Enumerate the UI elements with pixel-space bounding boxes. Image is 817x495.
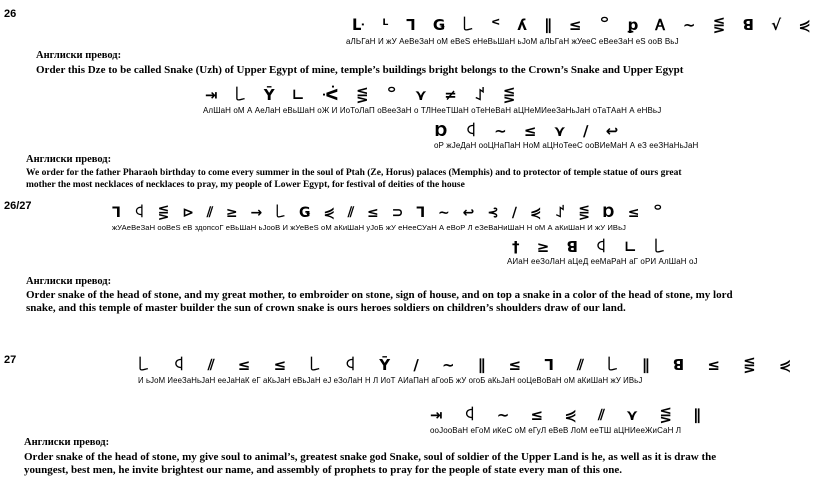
hieroglyph-row: † ≥ ꓭ ꒉ ∟ ꒒: [512, 238, 672, 256]
transliteration-row: аЛЬГаН И жУ АеВеЗаН оМ еВеЅ еНеВьШаН ьJоМ аЛЬГаН жУееС еВееЗаН еЅ ооВ ВьJ: [346, 37, 679, 46]
hieroglyph-row: ᒷ ᒻ Ꞁ Ǥ ꒒ ᑉ ʎ ∥ ≤ ꒪ ꝑ Ꭺ ∼ ⋚ ꓭ √ ⋞: [352, 16, 817, 34]
section-number: 27: [4, 354, 17, 366]
translation-label: Англиски превод:: [36, 50, 122, 61]
translation-text: Order snake of the head of stone, and my great mother, to embroider on stone, sign of house, and on top a snake in a color of the head of stone, my lord snake, and this temple of master builder the sun of crown snake is ours heroes soldiers on children’s shoulders draw of our land.: [26, 289, 733, 314]
hieroglyph-row: ⇥ ꒉ ∼ ≤ ⋞ ⫽ ⋎ ⋚ ∥: [430, 406, 709, 424]
translation-label: Англиски превод:: [26, 154, 112, 165]
transliteration-row: И ьJоМ ИееЗаНьJаН ееJаНаК еГ аКьJаН еВьJаН еJ еЗоЛаН Н Л ИоТ АИаПаН аГооБ жУ огоБ аКьJаН ооЦеВоВаН оМ аКиШаН жУ ИВьJ: [138, 376, 643, 385]
translation-text: Order snake of the head of stone, my give soul to animal’s, greatest snake god Snake, soul of soldier of the Upper Land is he, as well as it is draw the youngest, best men, he invite brightest our name, and assembly of prophets to pray for the people of state every man of this one.: [24, 451, 717, 476]
transliteration-row: АИаН ееЗоЛаН аЦеД ееМаРаН аГ оРИ АлШаН оJ: [507, 257, 698, 266]
hieroglyph-row: ⇥ ꒒ Ȳ ∟ ᑆ ⋚ ꒪ ⋎ ≠ ꒘ ⋚: [205, 86, 522, 104]
translation-text: We order for the father Pharaoh birthday to come every summer in the soul of Ptah (Ze, Horus) palaces (Memphis) and to protector of temple statue of ours great mother the most necklaces of necklaces to pray, my people of Lower Egypt, for festival of deities of the house: [26, 168, 682, 190]
transliteration-row: АлШаН оМ А АеЛаН еВьШаН оЖ И ИоТоЛаП оВееЗаН о ТЛНееТШаН оТеНеВаН аЦНеМИееЗаНьJаН оТаТАаН А еНВьJ: [203, 106, 662, 115]
transliteration-row: оР жЈеДаН ооЦНаПаН НоМ аЦНоТееС ооВИеМаН А еЗ ееЗНаНьJаН: [434, 141, 699, 150]
hieroglyph-row: Ꞁ ꒉ ⋚ ⊳ ⫽ ≥ → ꒒ Ǥ ⋞ ⫽ ≤ ⊃ Ꞁ ∼ ↩ ⊰ ∕ ⋞ ꒘ ⋚ Ɒ ≤ ꒪: [112, 205, 668, 221]
hieroglyph-row: ꒒ ꒉ ⫽ ≤ ≤ ꒒ ꒉ Ȳ ∕ ∼ ∥ ≤ Ꞁ ⫽ ꒒ ∥ ꓭ ≤ ⋚ ⋞: [138, 356, 801, 374]
translation-text: Order this Dze to be called Snake (Uzh) of Upper Egypt of mine, temple’s buildings bright belongs to the Crown’s Snake and Upper Egypt: [36, 64, 684, 76]
transliteration-row: ооJооВаН еГоМ иКеС оМ еГуЛ еВеВ ЛоМ ееТШ аЦНИееЖиСаН Л: [430, 426, 682, 435]
section-number: 26: [4, 8, 17, 20]
translation-label: Англиски превод:: [26, 276, 112, 287]
section-number: 26/27: [4, 200, 32, 212]
translation-label: Англиски превод:: [24, 437, 110, 448]
hieroglyph-row: Ɒ ꒉ ∼ ≤ ⋎ ∕ ↩: [435, 122, 625, 140]
transliteration-row: жУАеВеЗаН ооВеЅ еВ здопсоГ еВьШаН ьJооВ И жУеВеЅ оМ аКиШаН уJоБ жУ еНееСУаН А еВоР Л еЗеВаНиШаН Н оМ А аКиШаН И жУ ИВьJ: [112, 223, 627, 232]
